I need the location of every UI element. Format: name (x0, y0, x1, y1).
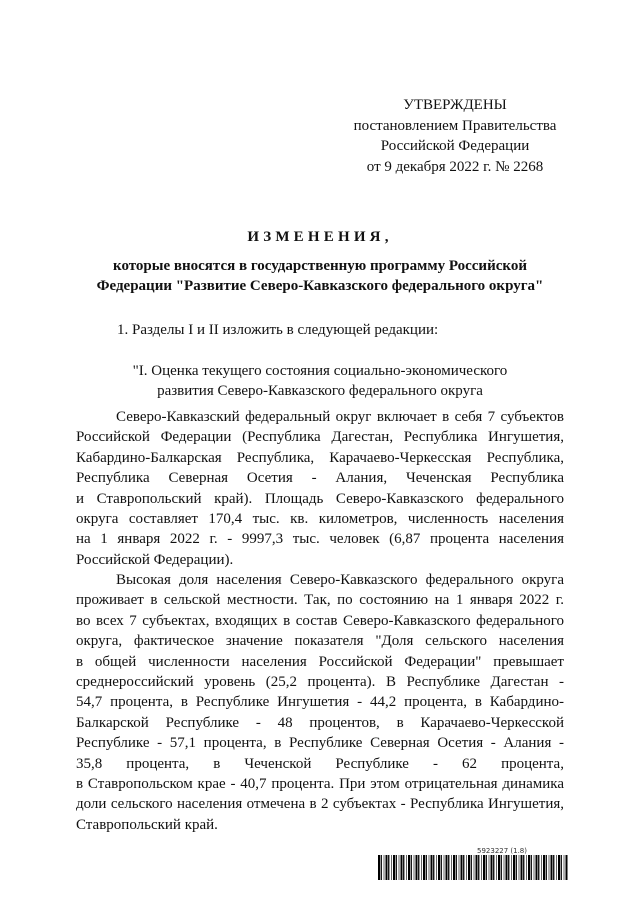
paragraph-line: Российской Федерации). (76, 551, 234, 568)
paragraph-line: округа, фактическое значение показателя "Доля сельского населения (76, 633, 564, 650)
approval-title: УТВЕРЖДЕНЫ (403, 97, 507, 113)
paragraph-line: доли сельского населения отмечена в 2 субъектах - Республика Ингушетия, (76, 796, 564, 813)
subtitle-line: Федерации "Развитие Северо-Кавказского федерального округа" (96, 278, 544, 294)
paragraph-line: в Ставропольском крае - 40,7 процента. При этом отрицательная динамика (76, 775, 564, 792)
paragraph-1 (76, 407, 564, 570)
approval-block (330, 95, 580, 177)
paragraph-2 (76, 570, 564, 835)
section-heading-line: развития Северо-Кавказского федерального округа (157, 383, 483, 399)
section-heading-line: "I. Оценка текущего состояния социально-экономического (132, 363, 508, 379)
paragraph-line: во всех 7 субъектах, входящих в состав Северо-Кавказского федерального (76, 612, 564, 629)
paragraph-line: Республике - 57,1 процента, в Республике Северная Осетия - Алания - (76, 735, 564, 752)
paragraph-line: Кабардино-Балкарская Республика, Карачаево-Черкесская Республика, (76, 449, 564, 466)
paragraph-line: в общей численности населения Российской Федерации" превышает (76, 653, 564, 670)
paragraph-line: 54,7 процента, в Республике Ингушетия - 44,2 процента, в Кабардино- (76, 694, 564, 711)
paragraph-line: проживает в сельской местности. Так, по состоянию на 1 января 2022 г. (76, 592, 564, 609)
section-heading (75, 361, 565, 401)
document-subtitle (75, 256, 565, 296)
paragraph-line: Балкарской Республике - 48 процентов, в Карачаево-Черкесской (76, 714, 564, 731)
item-1: 1. Разделы I и II изложить в следующей редакции: (117, 322, 439, 338)
paragraph-line: Российской Федерации (Республика Дагестан, Республика Ингушетия, (76, 429, 564, 446)
document-title: ИЗМЕНЕНИЯ, (247, 229, 393, 245)
paragraph-line: Ставропольский край. (76, 816, 218, 833)
paragraph-line: на 1 января 2022 г. - 9997,3 тыс. человек (6,87 процента населения (76, 531, 564, 548)
paragraph-line: округа составляет 170,4 тыс. кв. километров, численность населения (76, 510, 564, 527)
paragraph-line: 35,8 процента, в Чеченской Республике - 62 процента, (76, 755, 564, 772)
approval-date-number: от 9 декабря 2022 г. № 2268 (366, 158, 544, 175)
paragraph-line: Северо-Кавказский федеральный округ включает в себя 7 субъектов (116, 409, 564, 425)
subtitle-line: которые вносятся в государственную программу Российской (113, 258, 527, 274)
document-code: 5923227 (1.8) (477, 847, 527, 855)
paragraph-line: и Ставропольский край). Площадь Северо-Кавказского федерального (76, 490, 564, 507)
approval-authority: Российской Федерации (380, 138, 530, 154)
approval-decree: постановлением Правительства (353, 117, 557, 134)
paragraph-line: среднероссийский уровень (25,2 процента). В Республике Дагестан - (76, 673, 564, 690)
barcode-icon (378, 855, 568, 880)
paragraph-line: Республика Северная Осетия - Алания, Чеченская Республика (76, 470, 564, 487)
paragraph-line: Высокая доля населения Северо-Кавказского федерального округа (116, 572, 564, 588)
